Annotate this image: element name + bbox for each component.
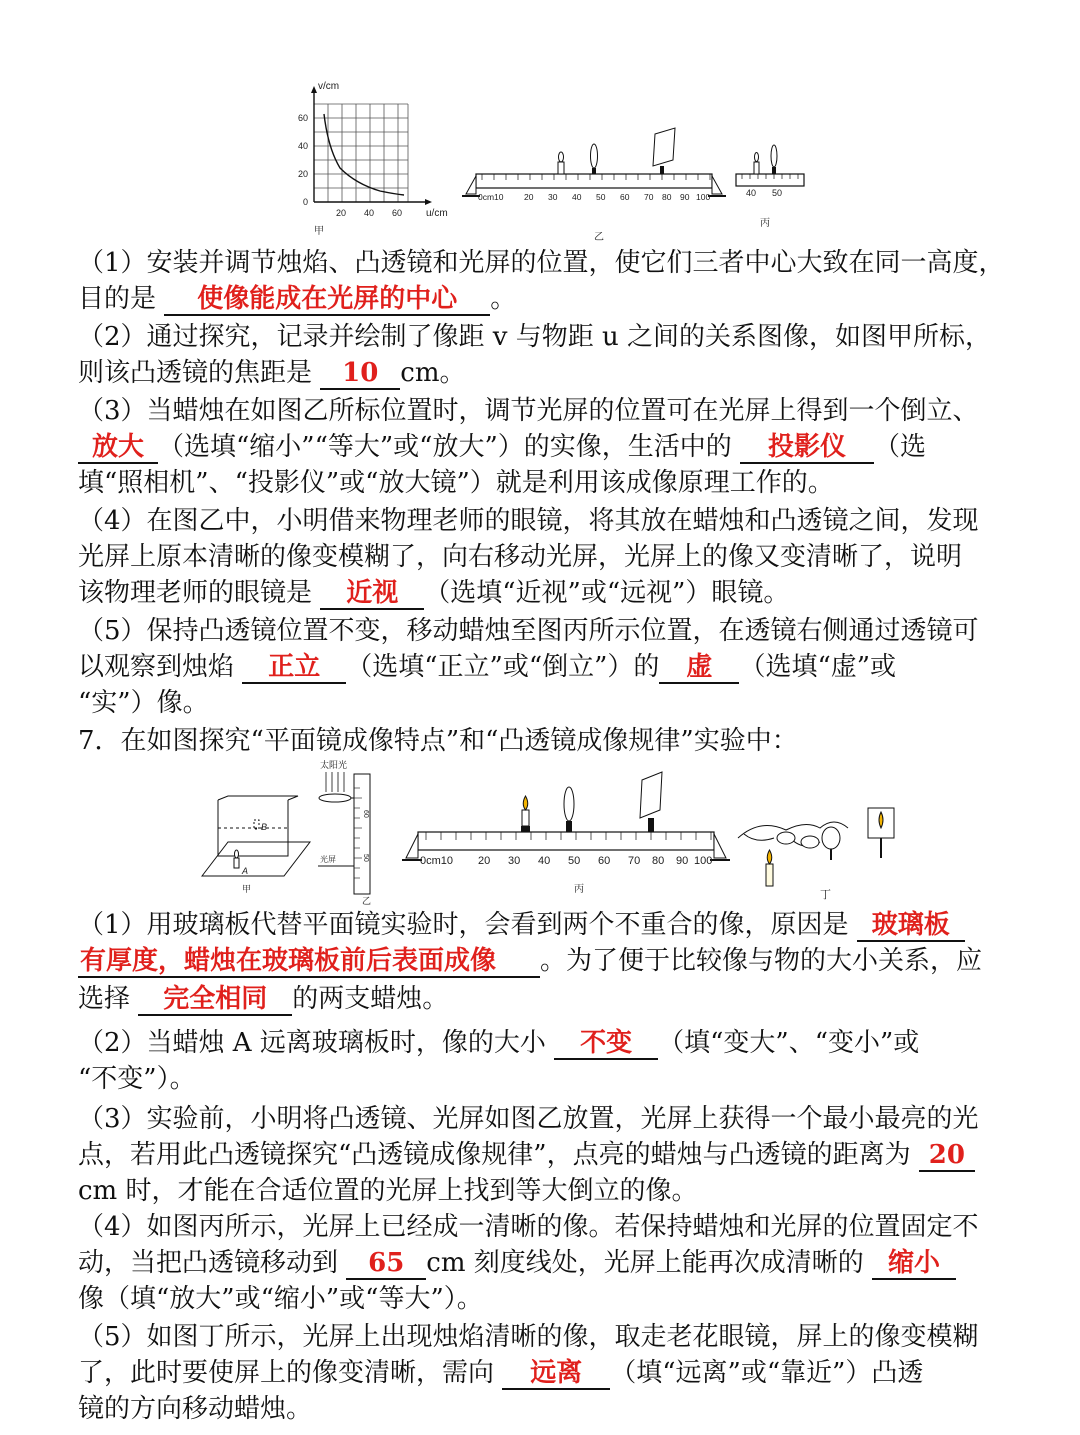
graph-x-tick: 20: [336, 208, 347, 218]
bench-scale-label: 70: [644, 192, 654, 202]
bench-scale-label: 90: [676, 855, 689, 867]
q7-p4-answer1: 65: [346, 1248, 426, 1280]
q6-p4-text2: 光屏上原本清晰的像变模糊了，向右移动光屏，光屏上的像又变清晰了，说明: [78, 542, 963, 572]
q6-p5-text: （5）保持凸透镜位置不变，移动蜡烛至图丙所示位置，在透镜右侧通过透镜可: [78, 616, 979, 646]
bench-scale-label: 40: [538, 855, 551, 867]
bench-scale-label: 40: [572, 192, 582, 202]
bench-scale-label: 70: [628, 855, 641, 867]
q6-p4-prefix: 该物理老师的眼镜是: [78, 578, 321, 608]
caption-jia: 甲: [242, 884, 252, 894]
q6-p5-answer2: 虚: [659, 652, 739, 684]
caption-yi: 乙: [362, 896, 372, 906]
q6-p3-mid: （选填“缩小”“等大”或“放大”）的实像，生活中的: [158, 432, 741, 462]
bench-scale-label: 100: [694, 855, 713, 867]
fig-ding-glasses: [738, 808, 894, 901]
bench-scale-label: 60: [620, 192, 630, 202]
figure-row-1: [290, 76, 810, 244]
graph-caption: 甲: [314, 226, 324, 237]
q6-p5-line1: [0, 614, 1080, 648]
q7-p1-answer-a: 玻璃板: [857, 910, 965, 942]
label-b: B: [261, 822, 268, 832]
q7-title: 7．在如图探究“平面镜成像特点”和“凸透镜成像规律”实验中：: [78, 726, 798, 756]
q7-p1-mid: 。为了便于比较像与物的大小关系，应: [540, 946, 983, 976]
q7-p4-prefix: 动，当把凸透镜移动到: [78, 1248, 347, 1278]
q6-p3-answer2: 投影仪: [740, 432, 874, 464]
graph-y-tick: 0: [303, 197, 309, 207]
q6-p3-line3: [0, 466, 1080, 500]
fig-bing-optical-bench: [402, 772, 730, 895]
sunlight-label: 太阳光: [320, 760, 348, 770]
q7-p1-line3: [0, 982, 1080, 1016]
q6-p5-line2: [0, 650, 1080, 684]
q7-p5-prefix: 了，此时要使屏上的像变清晰，需向: [78, 1358, 503, 1388]
graph-x-tick: 60: [392, 208, 403, 218]
q6-p3-line2: [0, 430, 1080, 464]
fig-yi-focus-ruler: [318, 759, 371, 906]
q7-p3-answer: 20: [919, 1140, 975, 1172]
q7-p2-text2: “不变”）。: [78, 1064, 196, 1094]
q7-p4-answer2: 缩小: [872, 1248, 956, 1280]
bench-scale-label: 20: [524, 192, 534, 202]
bench-caption: 乙: [594, 232, 604, 243]
fig-jia-glass-plate: [202, 796, 310, 894]
bench-scale-label: 30: [548, 192, 558, 202]
caption-bing: 丙: [574, 884, 584, 895]
ruler-number: 60: [362, 810, 369, 818]
q7-p2-suffix: （填“变大”、“变小”或: [658, 1028, 920, 1058]
q6-p5-prefix: 以观察到烛焰: [78, 652, 243, 682]
q7-p5-text3: 镜的方向移动蜡烛。: [78, 1394, 313, 1424]
graph-y-tick: 20: [298, 169, 309, 179]
q7-p1-prefix: （1）用玻璃板代替平面镜实验时，会看到两个不重合的像，原因是: [78, 910, 857, 940]
bench-scale-label: 80: [652, 855, 665, 867]
bench-scale-label: 100: [696, 192, 711, 202]
q6-p3-line1: [0, 394, 1080, 428]
bench-scale-label: 60: [598, 855, 611, 867]
bench-scale-label: 50: [568, 855, 581, 867]
graph-x-tick: 40: [364, 208, 375, 218]
bench-scale-label: 50: [596, 192, 606, 202]
bench-scale-label: 0cm10: [478, 192, 504, 202]
q7-p2-line2: [0, 1062, 1080, 1096]
bench-scale-label: 0cm10: [420, 855, 454, 867]
q7-p1-line1: [0, 908, 1080, 942]
q7-p5-text: （5）如图丁所示，光屏上出现烛焰清晰的像，取走老花眼镜，屏上的像变模糊: [78, 1322, 979, 1352]
q7-p3-text3: cm 时，才能在合适位置的光屏上找到等大倒立的像。: [78, 1176, 698, 1206]
q7-p2-answer: 不变: [554, 1028, 658, 1060]
q7-p1-line2: [0, 944, 1080, 978]
q7-title-line: [0, 724, 1080, 758]
screen-label: 光屏: [320, 855, 336, 864]
q6-p1-line1: [0, 246, 1080, 280]
figure-row-1-svg: [290, 76, 810, 244]
q7-p5-answer: 远离: [502, 1358, 610, 1390]
q6-p1-answer: 使像能成在光屏的中心: [164, 284, 490, 316]
q6-p5-suffix: （选填“虚”或: [739, 652, 897, 682]
bench-scale-label: 20: [478, 855, 491, 867]
q7-p5-line3: [0, 1392, 1080, 1426]
q6-p1-prefix: 目的是: [78, 284, 165, 314]
q6-p2-suffix: cm。: [400, 358, 466, 388]
q6-p4-answer: 近视: [320, 578, 424, 610]
q7-p4-mid: cm 刻度线处，光屏上能再次成清晰的: [426, 1248, 873, 1278]
q7-p1-answer2: 完全相同: [138, 984, 292, 1016]
optical-bench-yi: [462, 128, 726, 243]
graph-x-axis-label: u/cm: [426, 208, 448, 219]
q7-p1-answer-b: 有厚度，蜡烛在玻璃板前后表面成像: [78, 946, 540, 978]
q6-p4-line3: [0, 576, 1080, 610]
q7-p3-line2: [0, 1138, 1080, 1172]
q7-p2-line1: [0, 1026, 1080, 1060]
q6-p2-prefix: 则该凸透镜的焦距是: [78, 358, 321, 388]
bench-scale-label: 30: [508, 855, 521, 867]
q6-p5-text3: “实”）像。: [78, 688, 209, 718]
q6-p3-suffix: （选: [874, 432, 927, 462]
q7-p1-suffix3: 的两支蜡烛。: [292, 984, 449, 1014]
q6-p4-suffix: （选填“近视”或“远视”）眼镜。: [424, 578, 790, 608]
q7-p3-prefix: 点，若用此凸透镜探究“凸透镜成像规律”，点亮的蜡烛与凸透镜的距离为: [78, 1140, 919, 1170]
q7-p1-prefix3: 选择: [78, 984, 139, 1014]
q6-p2-line1: [0, 320, 1080, 354]
small-bench-bing: [736, 145, 804, 229]
q7-p3-line3: [0, 1174, 1080, 1208]
q6-p4-line2: [0, 540, 1080, 574]
q7-p2-prefix: （2）当蜡烛 A 远离玻璃板时，像的大小: [78, 1028, 555, 1058]
label-a: A: [242, 866, 249, 876]
q7-p4-line1: [0, 1210, 1080, 1244]
q7-p4-text3: 像（填“放大”或“缩小”或“等大”）。: [78, 1284, 483, 1314]
small-bench-caption: 丙: [760, 218, 770, 229]
bench-scale-label: 80: [662, 192, 672, 202]
q6-p3-text: （3）当蜡烛在如图乙所标位置时，调节光屏的位置可在光屏上得到一个倒立、: [78, 396, 979, 426]
caption-ding: 丁: [820, 889, 831, 901]
q7-p5-suffix: （填“远离”或“靠近”）凸透: [610, 1358, 924, 1388]
q6-p1-text: （1）安装并调节烛焰、凸透镜和光屏的位置，使它们三者中心大致在同一高度，: [78, 248, 1005, 278]
q6-p4-text: （4）在图乙中，小明借来物理老师的眼镜，将其放在蜡烛和凸透镜之间，发现: [78, 506, 979, 536]
q7-p3-text: （3）实验前，小明将凸透镜、光屏如图乙放置，光屏上获得一个最小最亮的光: [78, 1104, 979, 1134]
q7-p5-line1: [0, 1320, 1080, 1354]
q6-p5-mid: （选填“正立”或“倒立”）的: [346, 652, 660, 682]
q7-p5-line2: [0, 1356, 1080, 1390]
graph-y-tick: 40: [298, 141, 309, 151]
q7-p4-text: （4）如图丙所示，光屏上已经成一清晰的像。若保持蜡烛和光屏的位置固定不: [78, 1212, 979, 1242]
q6-p5-answer1: 正立: [242, 652, 346, 684]
q7-p3-line1: [0, 1102, 1080, 1136]
figure-row-2: [200, 758, 920, 906]
graph-y-tick: 60: [298, 113, 309, 123]
small-bench-scale-label: 40: [746, 188, 757, 198]
q6-p2-line2: [0, 356, 1080, 390]
q6-p1-suffix: 。: [490, 284, 517, 314]
figure-row-2-svg: [200, 758, 920, 906]
q6-p3-answer1: 放大: [78, 432, 158, 464]
q6-p5-line3: [0, 686, 1080, 720]
q6-p2-text: （2）通过探究，记录并绘制了像距 v 与物距 u 之间的关系图像，如图甲所标，: [78, 322, 992, 352]
small-bench-scale-label: 50: [772, 188, 783, 198]
graph-y-axis-label: v/cm: [318, 81, 340, 92]
graph-jia: [298, 81, 448, 237]
bench-scale-label: 90: [680, 192, 690, 202]
ruler-number: 50: [362, 854, 369, 862]
q7-p4-line2: [0, 1246, 1080, 1280]
q6-p1-line2: [0, 282, 1080, 316]
q7-p4-line3: [0, 1282, 1080, 1316]
q6-p2-answer: 10: [320, 358, 400, 390]
q6-p4-line1: [0, 504, 1080, 538]
q6-p3-text3: 填“照相机”、“投影仪”或“放大镜”）就是利用该成像原理工作的。: [78, 468, 834, 498]
